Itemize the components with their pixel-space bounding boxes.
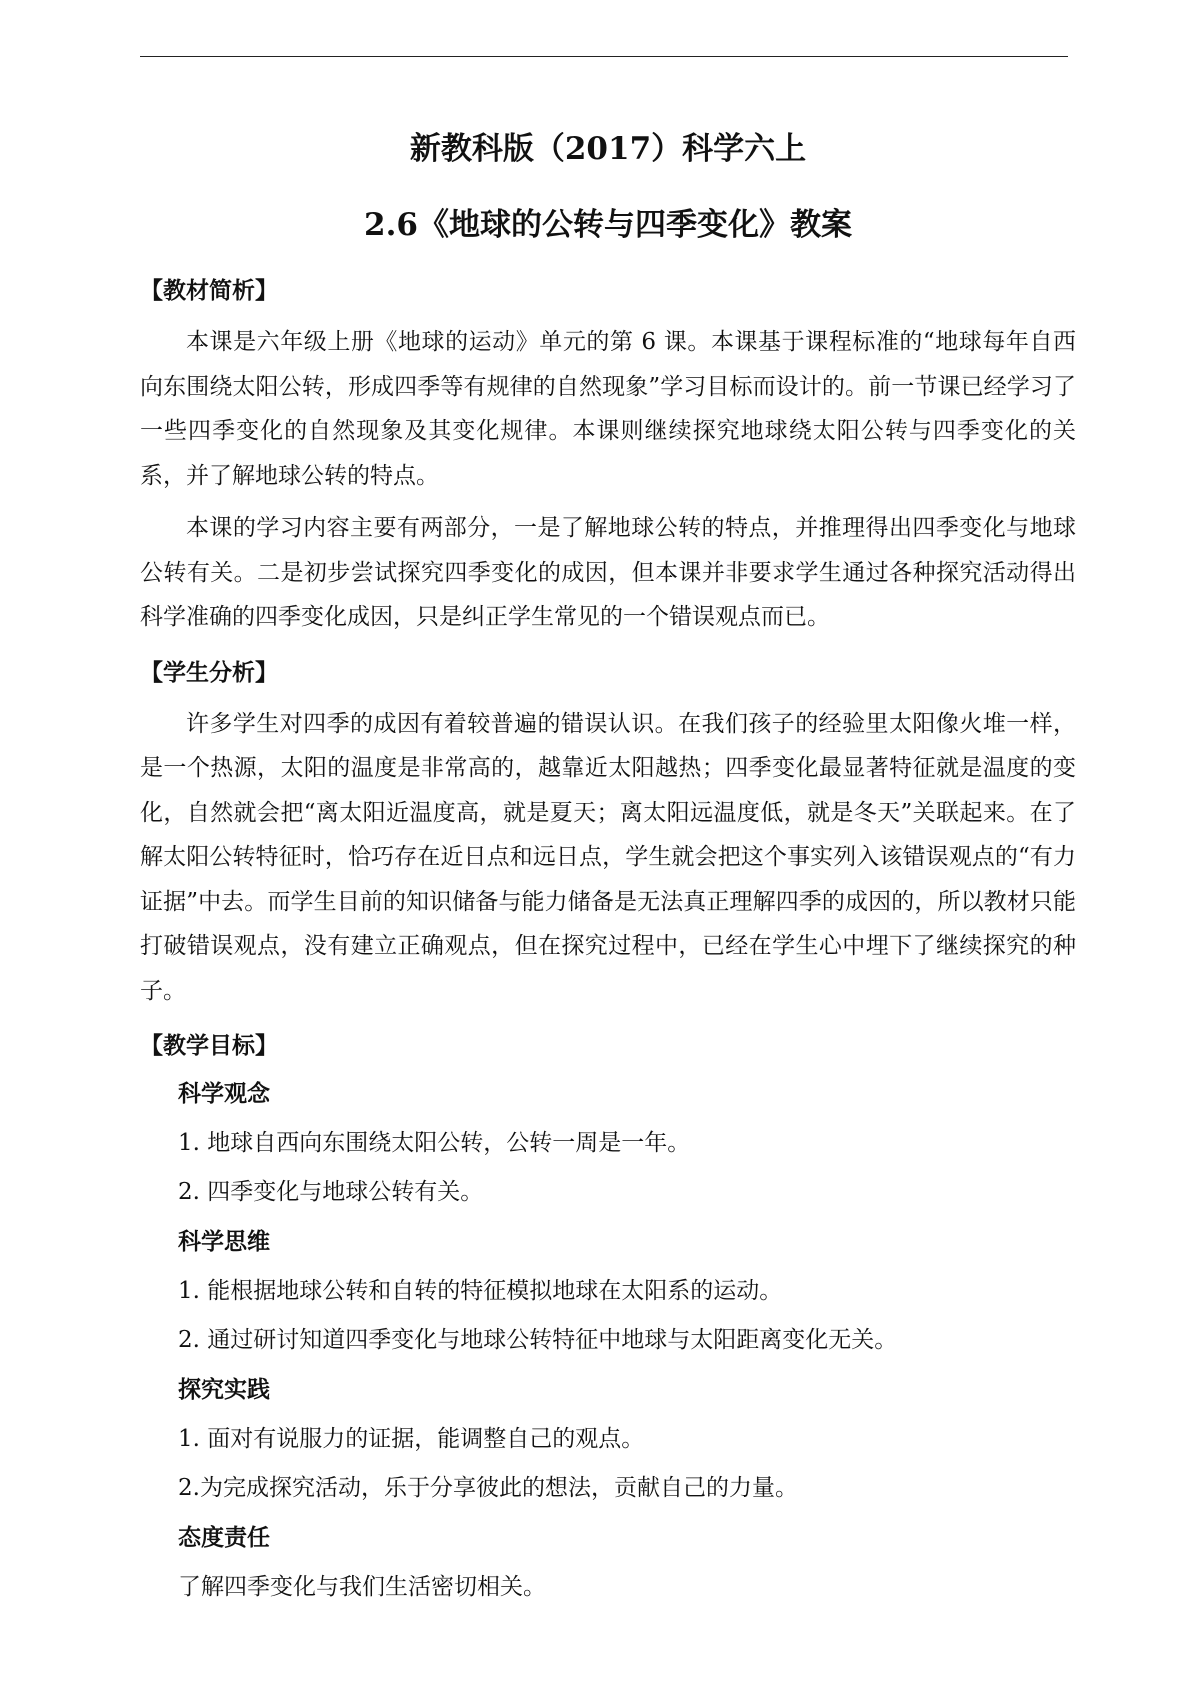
section-heading-teaching-goals: 【教学目标】 — [140, 1032, 278, 1059]
subheading-attitude-responsibility: 态度责任 — [178, 1524, 270, 1551]
list-item: 1. 面对有说服力的证据，能调整自己的观点。 — [178, 1426, 645, 1452]
paragraph: 本课的学习内容主要有两部分，一是了解地球公转的特点，并推理得出四季变化与地球公转有关。二是初步尝试探究四季变化的成因，但本课并非要求学生通过各种探究活动得出科学准确的四季变化成因，只是纠正学生常见的一个错误观点而已。 — [140, 515, 1076, 630]
paragraph: 本课是六年级上册《地球的运动》单元的第 6 课。本课基于课程标准的“地球每年自西向东围绕太阳公转，形成四季等有规律的自然现象”学习目标而设计的。前一节课已经学习了一些四季变化的自然现象及其变化规律。本课则继续探究地球绕太阳公转与四季变化的关系，并了解地球公转的特点。 — [140, 329, 1076, 489]
list-item: 2.为完成探究活动，乐于分享彼此的想法，贡献自己的力量。 — [178, 1475, 798, 1501]
subheading-science-thinking: 科学思维 — [178, 1228, 270, 1255]
section-heading-textbook-analysis: 【教材简析】 — [140, 277, 278, 304]
paragraph: 许多学生对四季的成因有着较普遍的错误认识。在我们孩子的经验里太阳像火堆一样，是一个热源，太阳的温度是非常高的，越靠近太阳越热；四季变化最显著特征就是温度的变化，自然就会把“离太阳近温度高，就是夏天；离太阳远温度低，就是冬天”关联起来。在了解太阳公转特征时，恰巧存在近日点和远日点，学生就会把这个事实列入该错误观点的“有力证据”中去。而学生目前的知识储备与能力储备是无法真正理解四季的成因的，所以教材只能打破错误观点，没有建立正确观点，但在探究过程中，已经在学生心中埋下了继续探究的种子。 — [140, 710, 1076, 1004]
list-item: 2. 四季变化与地球公转有关。 — [178, 1179, 484, 1205]
list-item: 了解四季变化与我们生活密切相关。 — [178, 1574, 546, 1600]
lesson-title: 2.6《地球的公转与四季变化》教案 — [364, 207, 852, 243]
list-item: 2. 通过研讨知道四季变化与地球公转特征中地球与太阳距离变化无关。 — [178, 1327, 898, 1353]
document-page — [140, 120, 1076, 1604]
document-title: 新教科版（2017）科学六上 — [409, 131, 807, 167]
header-rule — [140, 56, 1068, 57]
section-heading-student-analysis: 【学生分析】 — [140, 658, 278, 686]
list-item: 1. 能根据地球公转和自转的特征模拟地球在太阳系的运动。 — [178, 1278, 783, 1304]
subheading-inquiry-practice: 探究实践 — [178, 1376, 270, 1403]
subheading-science-concepts: 科学观念 — [178, 1080, 270, 1107]
list-item: 1. 地球自西向东围绕太阳公转，公转一周是一年。 — [178, 1130, 691, 1156]
